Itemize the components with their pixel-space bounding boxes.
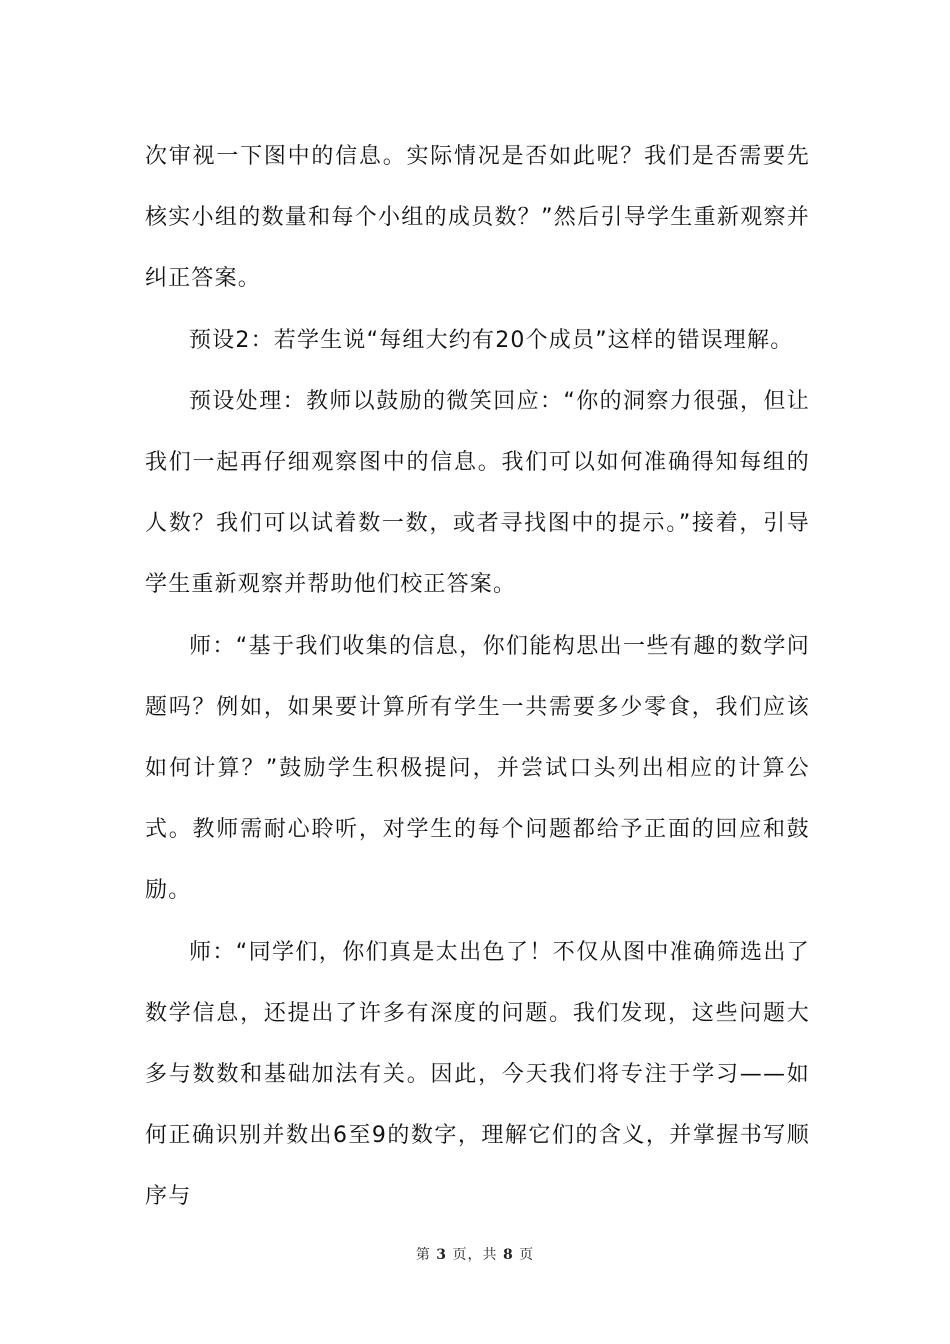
footer-prefix: 第 — [415, 1247, 437, 1263]
paragraph-5: 师：“同学们，你们真是太出色了！不仅从图中准确筛选出了数学信息，还提出了许多有深度的问题。我们发现，这些问题大多与数数和基础加法有关。因此，今天我们将专注于学习——如何正确识别并数出6至9的数字，理解它们的含义，并掌握书写顺序与 — [145, 939, 810, 1210]
footer-middle: 页，共 — [447, 1247, 503, 1263]
total-pages-number: 8 — [502, 1247, 514, 1263]
paragraph-2: 预设2：若学生说“每组大约有20个成员”这样的错误理解。 — [189, 327, 794, 353]
footer-suffix: 页 — [513, 1247, 535, 1263]
paragraph-4: 师：“基于我们收集的信息，你们能构思出一些有趣的数学问题吗？例如，如果要计算所有学生一共需要多少零食，我们应该如何计算？”鼓励学生积极提问，并尝试口头列出相应的计算公式。教师需耐心聆听，对学生的每个问题都给予正面的回应和鼓励。 — [145, 633, 810, 904]
page-footer — [0, 1244, 950, 1264]
current-page-number: 3 — [436, 1247, 448, 1263]
paragraph-1: 次审视一下图中的信息。实际情况是否如此呢？我们是否需要先核实小组的数量和每个小组的成员数？”然后引导学生重新观察并纠正答案。 — [145, 144, 810, 292]
document-body — [145, 126, 810, 1228]
paragraph-3: 预设处理：教师以鼓励的微笑回应：“你的洞察力很强，但让我们一起再仔细观察图中的信息。我们可以如何准确得知每组的人数？我们可以试着数一数，或者寻找图中的提示。”接着，引导学生重新观察并帮助他们校正答案。 — [145, 388, 810, 598]
